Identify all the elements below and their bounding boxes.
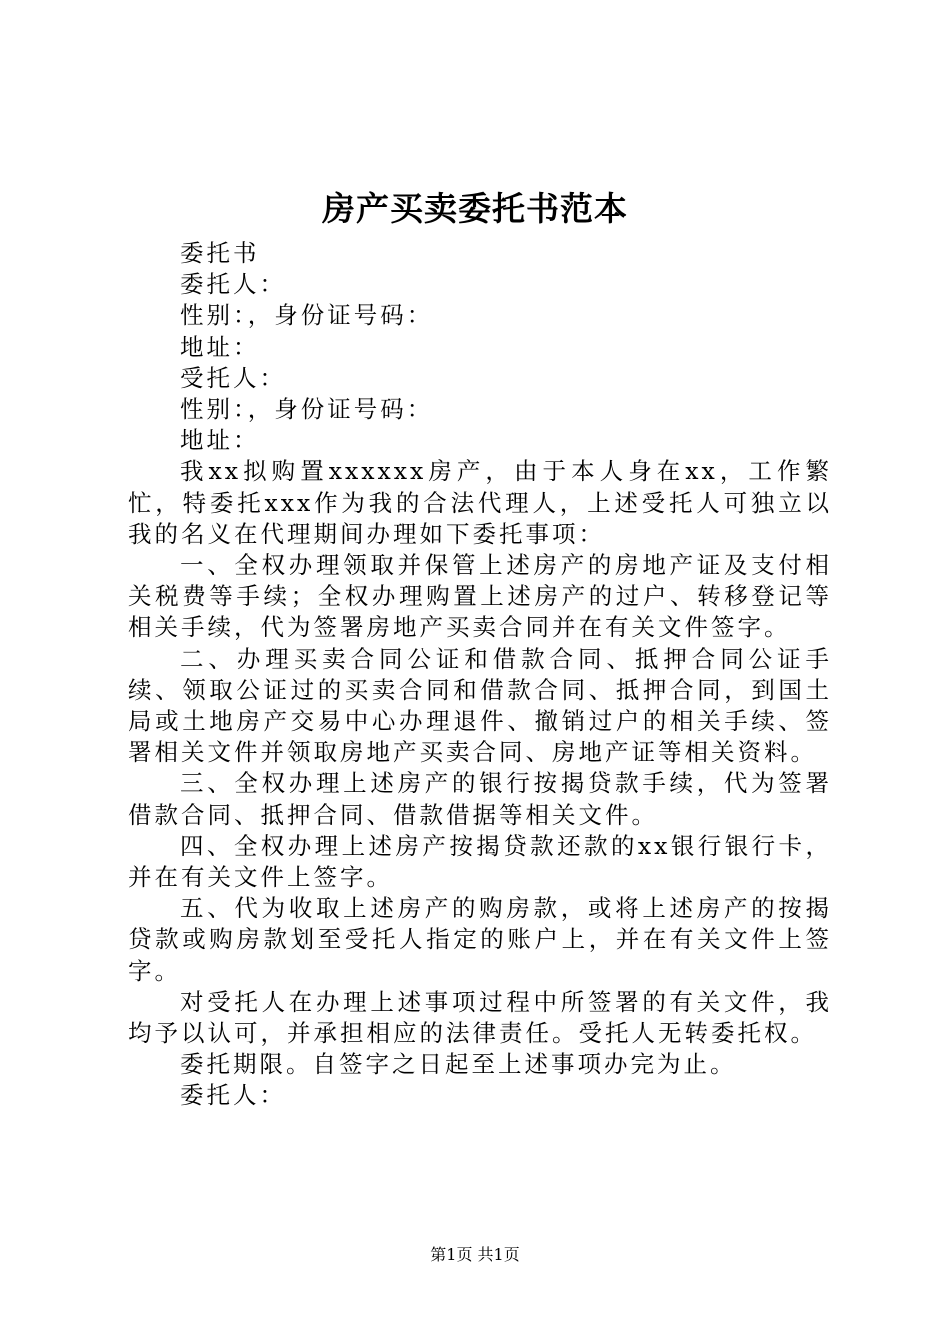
- paragraph-intro: 我xx拟购置xxxxxx房产，由于本人身在xx，工作繁忙，特委托xxx作为我的合法代理人，上述受托人可独立以我的名义在代理期间办理如下委托事项：: [128, 457, 832, 548]
- paragraph-agent-gender-id: 性别：，身份证号码：: [180, 395, 434, 424]
- paragraph-term: 委托期限。自签字之日起至上述事项办完为止。: [180, 1050, 737, 1079]
- paragraph-signature: 委托人：: [180, 1081, 286, 1110]
- paragraph-principal-address: 地址：: [180, 332, 260, 361]
- paragraph-principal-gender-id: 性别：，身份证号码：: [180, 301, 434, 330]
- paragraph-item-1: 一、全权办理领取并保管上述房产的房地产证及支付相关税费等手续；全权办理购置上述房产的过户、转移登记等相关手续，代为签署房地产买卖合同并在有关文件签字。: [128, 551, 832, 642]
- paragraph-agent-address: 地址：: [180, 426, 260, 455]
- paragraph-agent: 受托人：: [180, 363, 286, 392]
- page-footer: 第1页 共1页: [430, 1245, 520, 1264]
- paragraph-item-5: 五、代为收取上述房产的购房款，或将上述房产的按揭贷款或购房款划至受托人指定的账户上，并在有关文件上签字。: [128, 894, 832, 985]
- paragraph-acknowledgement: 对受托人在办理上述事项过程中所签署的有关文件，我均予以认可，并承担相应的法律责任。受托人无转委托权。: [128, 987, 832, 1048]
- paragraph-principal: 委托人：: [180, 270, 286, 299]
- paragraph-heading: 委托书: [180, 239, 260, 267]
- document-body: [128, 238, 832, 1112]
- document-title: 房产买卖委托书范本: [322, 189, 628, 228]
- paragraph-item-3: 三、全权办理上述房产的银行按揭贷款手续，代为签署借款合同、抵押合同、借款借据等相关文件。: [128, 769, 832, 829]
- paragraph-item-4: 四、全权办理上述房产按揭贷款还款的xx银行银行卡，并在有关文件上签字。: [128, 831, 832, 892]
- paragraph-item-2: 二、办理买卖合同公证和借款合同、抵押合同公证手续、领取公证过的买卖合同和借款合同、抵押合同，到国土局或土地房产交易中心办理退件、撤销过户的相关手续、签署相关文件并领取房地产买卖合同、房地产证等相关资料。: [128, 644, 832, 767]
